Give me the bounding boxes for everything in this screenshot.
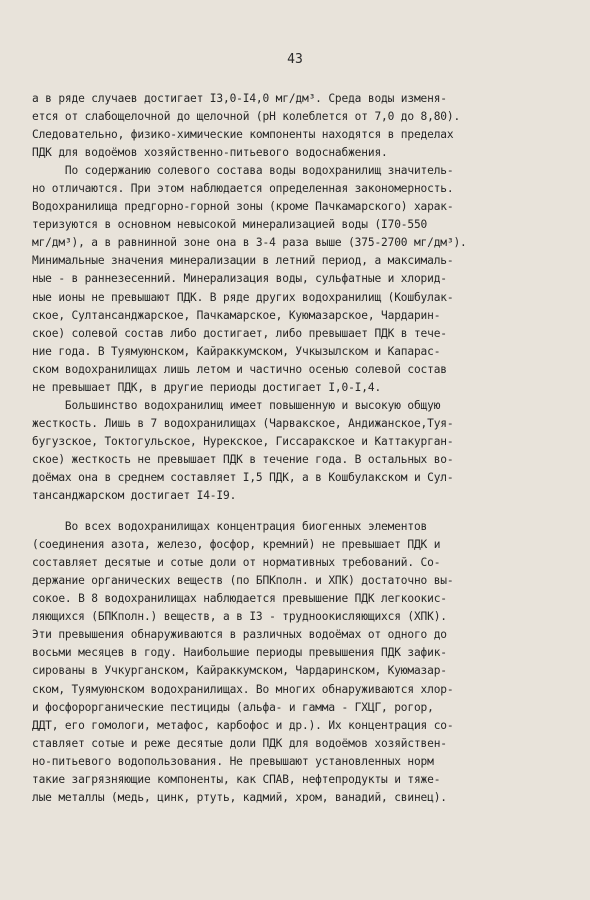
text-line: такие загрязняющие компоненты, как СПАВ, нефтепродукты и тяже- xyxy=(32,772,441,786)
text-line: ском водохранилищах лишь летом и частично осенью солевой состав xyxy=(32,362,447,376)
paragraph-4 xyxy=(32,518,572,807)
paragraph-2 xyxy=(32,162,572,397)
text-line: сированы в Учкурганском, Кайраккумском, Чардаринском, Куюмазар- xyxy=(32,664,447,678)
text-line: ПДК для водоёмов хозяйственно-питьевого водоснабжения. xyxy=(32,146,388,160)
text-line: ные ионы не превышают ПДК. В ряде других водохранилищ (Кошбулак- xyxy=(32,290,454,304)
text-line: ется от слабощелочной до щелочной (рН колеблется от 7,0 до 8,80). xyxy=(32,110,461,124)
text-line: ское) солевой состав либо достигает, либо превышает ПДК в тече- xyxy=(32,326,447,340)
paragraph-1 xyxy=(32,90,572,162)
text-line: теризуются в основном невысокой минерализацией воды (I70-550 xyxy=(32,218,428,232)
text-line: не превышает ПДК, в другие периоды достигает I,0-I,4. xyxy=(32,380,382,394)
text-line: ные - в раннезесенний. Минерализация воды, сульфатные и хлорид- xyxy=(32,272,447,286)
text-line: и фосфорорганические пестициды (альфа- и гамма - ГХЦГ, рогор, xyxy=(32,700,434,714)
text-line: ском, Туямуюнском водохранилищах. Во многих обнаруживаются хлор- xyxy=(32,682,454,696)
text-line: жесткость. Лишь в 7 водохранилищах (Чарвакское, Андижанское,Туя- xyxy=(32,416,454,430)
text-line: Водохранилища предгорно-горной зоны (кроме Пачкамарского) харак- xyxy=(32,200,454,214)
paragraph-3 xyxy=(32,397,572,505)
text-line: а в ряде случаев достигает I3,0-I4,0 мг/дм³. Среда воды изменя- xyxy=(32,92,447,105)
text-line: бугузское, Токтогульское, Нурекское, Гиссаракское и Каттакурган- xyxy=(32,434,454,448)
text-line: лые металлы (медь, цинк, ртуть, кадмий, хром, ванадий, свинец). xyxy=(32,790,447,804)
body-text xyxy=(32,90,572,807)
text-line: ляющихся (БПКполн.) веществ, а в I3 - трудноокисляющихся (ХПК). xyxy=(32,610,447,624)
text-line: Минимальные значения минерализации в летний период, а максималь- xyxy=(32,254,454,268)
text-line: тансанджарском достигает I4-I9. xyxy=(32,489,237,503)
text-line: держание органических веществ (по БПКполн. и ХПК) достаточно вы- xyxy=(32,574,454,588)
text-line: Эти превышения обнаруживаются в различных водоёмах от одного до xyxy=(32,628,447,642)
text-line: ское, Султансанджарское, Пачкамарское, Куюмазарское, Чардарин- xyxy=(32,308,441,322)
text-line: ское) жесткость не превышает ПДК в течение года. В остальных во- xyxy=(32,452,454,466)
text-line: Во всех водохранилищах концентрация биогенных элементов xyxy=(32,520,428,534)
text-line: (соединения азота, железо, фосфор, кремний) не превышает ПДК и xyxy=(32,538,441,552)
page-number: 43 xyxy=(287,52,303,67)
text-line: Большинство водохранилищ имеет повышенную и высокую общую xyxy=(32,398,441,412)
text-line: но отличаются. При этом наблюдается определенная закономерность. xyxy=(32,182,454,196)
text-line: По содержанию солевого состава воды водохранилищ значитель- xyxy=(32,164,454,178)
text-line: доёмах она в среднем составляет I,5 ПДК, а в Кошбулакском и Сул- xyxy=(32,470,454,484)
text-line: ставляет сотые и реже десятые доли ПДК для водоёмов хозяйствен- xyxy=(32,736,447,750)
text-line: ДДТ, его гомологи, метафос, карбофос и др.). Их концентрация со- xyxy=(32,718,454,732)
text-line: но-питьевого водопользования. Не превышают установленных норм xyxy=(32,754,434,768)
text-line: восьми месяцев в году. Наибольшие периоды превышения ПДК зафик- xyxy=(32,646,447,660)
text-line: сокое. В 8 водохранилищах наблюдается превышение ПДК легкоокис- xyxy=(32,592,447,606)
paragraph-gap xyxy=(32,505,572,518)
text-line: ние года. В Туямуюнском, Кайраккумском, Учкызылском и Капарас- xyxy=(32,344,441,358)
text-line: Следовательно, физико-химические компоненты находятся в пределах xyxy=(32,128,454,142)
text-line: составляет десятые и сотые доли от нормативных требований. Со- xyxy=(32,556,441,570)
text-line: мг/дм³), а в равнинной зоне она в 3-4 раза выше (375-2700 мг/дм³). xyxy=(32,236,467,250)
